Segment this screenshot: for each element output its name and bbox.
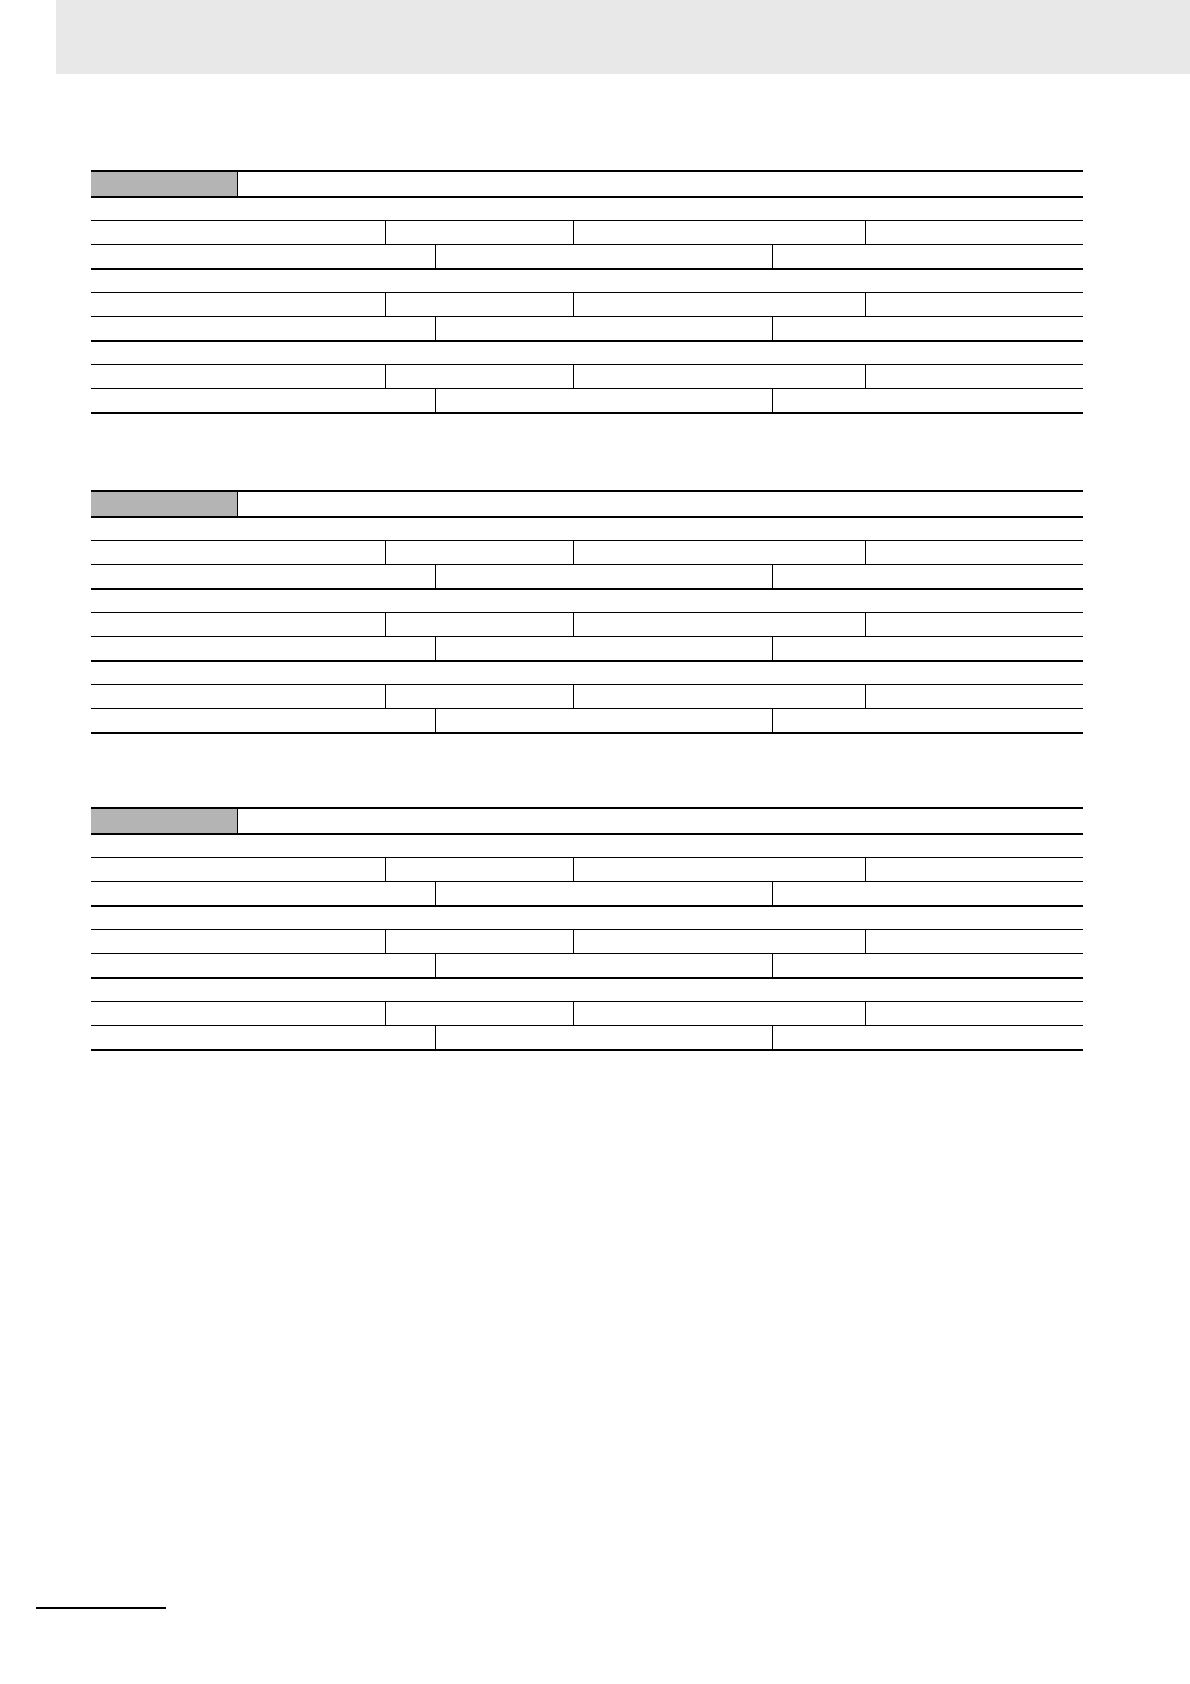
cell-divider [385,685,386,708]
table-row [91,364,1083,388]
cell-divider [865,613,866,636]
cell-divider [435,882,436,905]
table-row [91,292,1083,316]
cell-divider [435,954,436,977]
cell-divider [435,637,436,660]
cell-divider [772,565,773,588]
cell-divider [385,365,386,388]
cell-divider [385,541,386,564]
cell-divider [385,930,386,953]
cell-divider [865,365,866,388]
table-row [91,1001,1083,1025]
cell-divider [573,293,574,316]
table-row [91,564,1083,590]
cell-divider [573,930,574,953]
group-caption [91,662,1083,684]
group-caption [91,835,1083,857]
group-caption [91,198,1083,220]
footer-rule [36,1607,166,1609]
table-row [91,953,1083,979]
table-label-tab [91,809,238,833]
cell-divider [772,637,773,660]
cell-divider [772,1026,773,1049]
spec-table [91,170,1083,414]
cell-divider [435,389,436,412]
cell-divider [772,882,773,905]
cell-divider [865,1002,866,1025]
group-caption [91,590,1083,612]
table-row [91,540,1083,564]
cell-divider [865,541,866,564]
cell-divider [385,221,386,244]
cell-divider [435,1026,436,1049]
table-row [91,636,1083,662]
cell-divider [772,709,773,732]
cell-divider [385,293,386,316]
table-row [91,929,1083,953]
cell-divider [573,613,574,636]
cell-divider [435,245,436,268]
table-row [91,316,1083,342]
cell-divider [573,221,574,244]
table-title-row [91,807,1083,835]
table-group [91,590,1083,662]
cell-divider [772,389,773,412]
cell-divider [865,293,866,316]
table-title-row [91,490,1083,518]
table-row [91,1025,1083,1051]
group-caption [91,907,1083,929]
table-group [91,198,1083,270]
table-group [91,342,1083,414]
table-group [91,518,1083,590]
cell-divider [772,245,773,268]
table-row [91,708,1083,734]
table-group [91,270,1083,342]
cell-divider [865,221,866,244]
table-row [91,857,1083,881]
group-caption [91,270,1083,292]
table-row [91,244,1083,270]
cell-divider [573,1002,574,1025]
cell-divider [865,930,866,953]
cell-divider [772,954,773,977]
cell-divider [385,858,386,881]
table-row [91,388,1083,414]
group-caption [91,342,1083,364]
cell-divider [865,858,866,881]
spec-table [91,490,1083,734]
table-row [91,881,1083,907]
table-row [91,684,1083,708]
cell-divider [385,613,386,636]
cell-divider [865,685,866,708]
table-label-tab [91,492,238,516]
cell-divider [772,317,773,340]
group-caption [91,979,1083,1001]
cell-divider [573,685,574,708]
cell-divider [385,1002,386,1025]
table-group [91,662,1083,734]
table-label-tab [91,172,238,196]
page-header-band [56,0,1190,74]
cell-divider [573,365,574,388]
table-group [91,979,1083,1051]
table-row [91,612,1083,636]
table-row [91,220,1083,244]
cell-divider [435,565,436,588]
table-title-row [91,170,1083,198]
cell-divider [435,317,436,340]
spec-table [91,807,1083,1051]
table-group [91,907,1083,979]
group-caption [91,518,1083,540]
table-group [91,835,1083,907]
cell-divider [435,709,436,732]
cell-divider [573,858,574,881]
cell-divider [573,541,574,564]
